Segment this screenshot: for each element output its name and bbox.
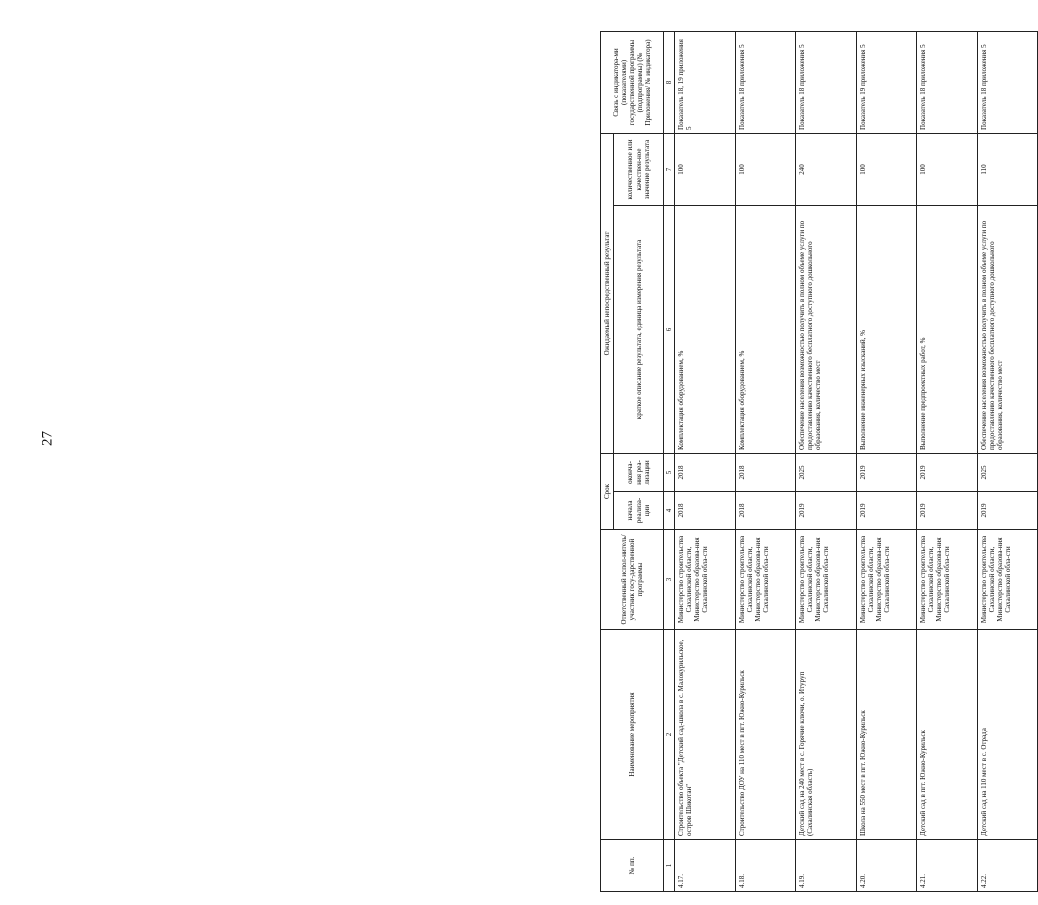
- row-num: 4.21.: [917, 840, 977, 892]
- header-start: начала реализа-ции: [614, 492, 664, 530]
- table-row: [977, 31, 1037, 891]
- row-responsible: Министерство строительства Сахалинской области, Министерство образова-ния Сахалинской обла-сти: [735, 530, 795, 630]
- row-num: 4.22.: [977, 840, 1037, 892]
- row-responsible: Министерство строительства Сахалинской области, Министерство образова-ния Сахалинской обла-сти: [977, 530, 1037, 630]
- row-description: Комплектация оборудованием, %: [735, 205, 795, 453]
- row-responsible: Министерство строительства Сахалинской области, Министерство образова-ния Сахалинской обла-сти: [856, 530, 916, 630]
- header-name: Наименование мероприятия: [601, 630, 664, 840]
- col-number: 1: [664, 840, 675, 892]
- row-description: Выполнение инженерных изысканий, %: [856, 205, 916, 453]
- col-number: 4: [664, 492, 675, 530]
- row-num: 4.20.: [856, 840, 916, 892]
- table-row: [856, 31, 916, 891]
- col-number: 6: [664, 205, 675, 453]
- row-end: 2018: [675, 453, 735, 491]
- row-quantity: 100: [735, 133, 795, 205]
- table-row: [735, 31, 795, 891]
- row-end: 2025: [977, 453, 1037, 491]
- row-end: 2018: [735, 453, 795, 491]
- col-number: 8: [664, 31, 675, 133]
- row-quantity: 100: [856, 133, 916, 205]
- program-table: [600, 31, 1038, 892]
- header-quantity: количественное или качествен-ное значение результата: [614, 133, 664, 205]
- row-start: 2018: [735, 492, 795, 530]
- row-end: 2019: [917, 453, 977, 491]
- col-number: 3: [664, 530, 675, 630]
- header-link: Связь с индикатора-ми (показателями) государственной программы (подпрограммы) (№ Приложения/ № индикатора): [601, 31, 664, 133]
- row-link: Показатель 19 приложения 5: [856, 31, 916, 133]
- row-start: 2019: [856, 492, 916, 530]
- row-name: Детский сад на 110 мест в с. Отрада: [977, 630, 1037, 840]
- row-end: 2025: [796, 453, 856, 491]
- header-end: оконча-ния реа-лизации: [614, 453, 664, 491]
- header-responsible: Ответственный испол-нитель/участник госу-дарственной программы: [601, 530, 664, 630]
- header-num: № пп.: [601, 840, 664, 892]
- row-quantity: 100: [675, 133, 735, 205]
- row-description: Комплектация оборудованием, %: [675, 205, 735, 453]
- row-quantity: 110: [977, 133, 1037, 205]
- row-num: 4.19.: [796, 840, 856, 892]
- table-row: [796, 31, 856, 891]
- row-link: Показатель 18, 19 приложения 5: [675, 31, 735, 133]
- table-row: [675, 31, 735, 891]
- row-name: Строительство объекта "Детский сад-школа в с. Малокурильское, остров Шикотан": [675, 630, 735, 840]
- row-description: Обеспечение населения возможностью получить в полном объеме услуги по предоставлению качественного бесплатного доступного дошкольного образования, количество мест: [977, 205, 1037, 453]
- col-number: 7: [664, 133, 675, 205]
- table-row: [917, 31, 977, 891]
- header-description: краткое описание результата, единица измерения результата: [614, 205, 664, 453]
- row-name: Детский сад на 240 мест в с. Горячие ключи, о. Итуруп (Сахалинская область): [796, 630, 856, 840]
- row-responsible: Министерство строительства Сахалинской области, Министерство образова-ния Сахалинской обла-сти: [917, 530, 977, 630]
- row-name: Строительство ДОУ на 110 мест в пгт. Южно-Курильск: [735, 630, 795, 840]
- row-end: 2019: [856, 453, 916, 491]
- row-link: Показатель 18 приложения 5: [735, 31, 795, 133]
- row-start: 2019: [977, 492, 1037, 530]
- row-responsible: Министерство строительства Сахалинской области, Министерство образова-ния Сахалинской обла-сти: [796, 530, 856, 630]
- row-name: Детский сад в пгт. Южно-Курильск: [917, 630, 977, 840]
- col-number: 5: [664, 453, 675, 491]
- row-quantity: 100: [917, 133, 977, 205]
- header-term: Срок: [601, 453, 614, 529]
- row-description: Обеспечение населения возможностью получить в полном объеме услуги по предоставлению качественного бесплатного доступного дошкольного образования, количество мест: [796, 205, 856, 453]
- col-number: 2: [664, 630, 675, 840]
- row-link: Показатель 18 приложения 5: [796, 31, 856, 133]
- row-responsible: Министерство строительства Сахалинской области, Министерство образова-ния Сахалинской обла-сти: [675, 530, 735, 630]
- row-num: 4.18.: [735, 840, 795, 892]
- row-start: 2019: [917, 492, 977, 530]
- row-num: 4.17.: [675, 840, 735, 892]
- row-start: 2018: [675, 492, 735, 530]
- row-description: Выполнение предпроектных работ, %: [917, 205, 977, 453]
- row-name: Школа на 550 мест в пгт. Южно-Курильск: [856, 630, 916, 840]
- row-start: 2019: [796, 492, 856, 530]
- row-quantity: 240: [796, 133, 856, 205]
- row-link: Показатель 18 приложения 5: [917, 31, 977, 133]
- header-expected-result: Ожидаемый непосредственный результат: [601, 133, 614, 453]
- rotated-table-wrapper: [600, 32, 1030, 892]
- row-link: Показатель 18 приложения 5: [977, 31, 1037, 133]
- page-number: 27: [39, 431, 56, 446]
